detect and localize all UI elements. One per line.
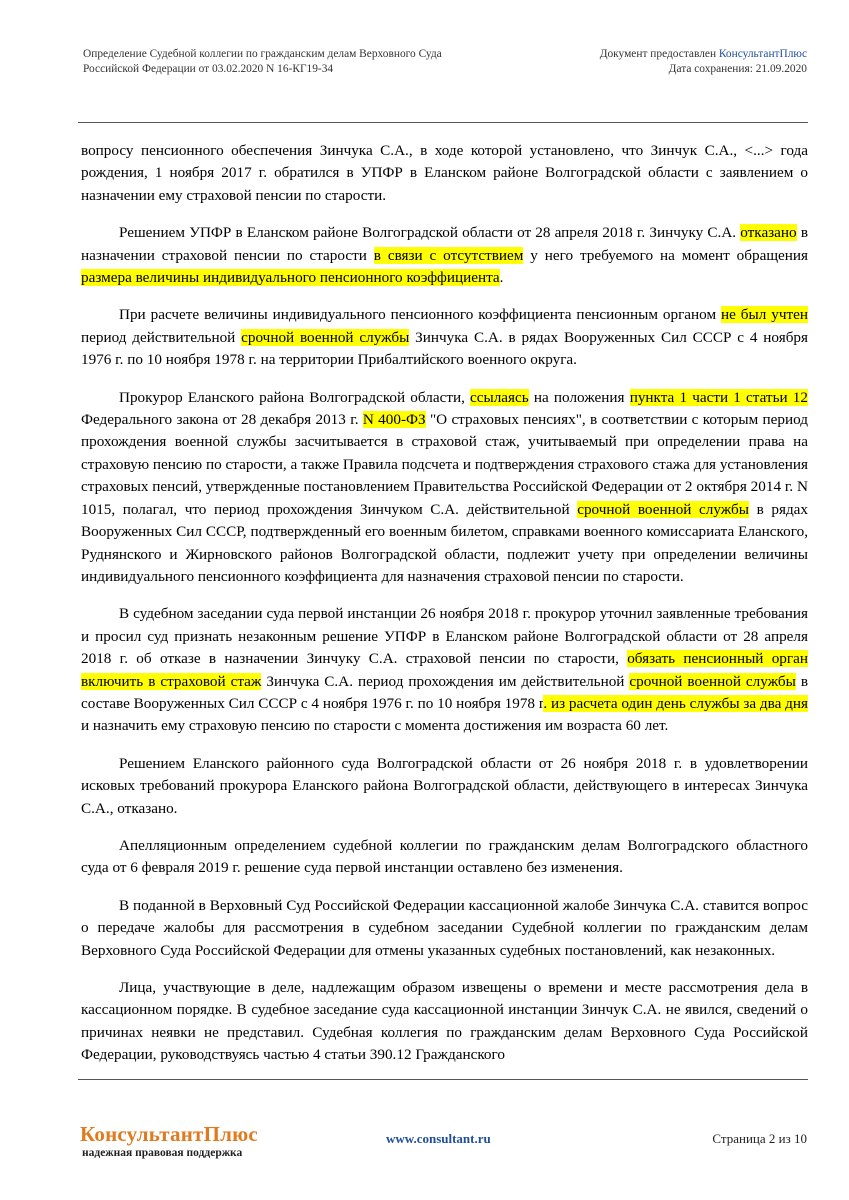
provider-brand-link[interactable]: КонсультантПлюс — [718, 48, 807, 60]
paragraph — [81, 753, 808, 820]
text-run: Лица, участвующие в деле, надлежащим образом извещены о времени и месте рассмотрения дела в кассационном порядке. В судебное заседание суда кассационной инстанции Зинчук С.А. не явился, сведений о причинах неявки не представил. Судебная коллегия по гражданским делам Верховного Суда Российской Федерации, руководствуясь частью 4 статьи 390.12 Гражданского — [81, 979, 808, 1064]
consultant-logo: КонсультантПлюс — [80, 1122, 258, 1146]
text-run: Прокурор Еланского района Волгоградской области, — [119, 388, 471, 406]
document-title-line2: Российской Федерации от 03.02.2020 N 16-КГ19-34 — [83, 63, 334, 75]
header-divider — [78, 122, 808, 123]
text-run: вопросу пенсионного обеспечения Зинчука С.А., в ходе которой установлено, что Зинчук С.А., <...> года рождения, 1 ноября 2017 г. обратился в УПФР в Еланском районе Волгоградской области с заявлением о назначении ему страховой пенсии по старости. — [81, 142, 808, 204]
highlighted-text: ссылаясь — [470, 388, 529, 406]
highlighted-text: обязать пенсионный орган включить в страховой стаж — [81, 650, 808, 690]
highlighted-text: не был учтен — [721, 306, 808, 324]
paragraph — [81, 387, 808, 589]
text-run: период действительной — [81, 328, 242, 346]
text-run: Зинчука С.А. период прохождения им действительной — [261, 672, 630, 690]
paragraph — [81, 304, 808, 371]
paragraph — [81, 222, 808, 289]
highlighted-text: срочной военной службы — [241, 328, 410, 346]
text-run: Федерального закона от 28 декабря 2013 г. — [81, 411, 363, 429]
provider-prefix: Документ предоставлен — [599, 48, 719, 60]
text-run: В поданной в Верховный Суд Российской Федерации кассационной жалобе Зинчука С.А. ставится вопрос о передаче жалобы для рассмотрения в судебном заседании Судебной коллегии по гражданским делам Верховного Суда Российской Федерации для отмены указанных судебных постановлений, как незаконных. — [81, 896, 808, 959]
text-run: "О страховых пенсиях", в соответствии с которым период прохождения военной службы засчитывается в страховой стаж, учитываемый при определении права на страховую пенсию по старости, а также Правила подсчета и подтверждения страхового стажа для установления страховых пенсий, утвержденные постановлением Правительства Российской Федерации от 2 октября 2014 г. N 1015, полагал, что период прохождения Зинчуком С.А. действительной — [81, 411, 808, 518]
highlighted-text: срочной военной службы — [577, 500, 749, 518]
text-run: и назначить ему страховую пенсию по старости с момента достижения им возраста 60 лет. — [81, 717, 669, 735]
paragraph — [81, 603, 808, 737]
provider-info — [487, 47, 807, 77]
paragraph — [81, 977, 808, 1067]
document-title-line1: Определение Судебной коллегии по гражданским делам Верховного Суда — [83, 48, 442, 60]
website-link[interactable]: www.consultant.ru — [386, 1131, 491, 1146]
highlighted-text: . из расчета один день службы за два дня — [543, 694, 808, 712]
text-run: в составе Вооруженных Сил СССР с 4 ноября 1976 г. по 10 ноября 1978 г — [81, 672, 808, 712]
text-run: в рядах Вооруженных Сил СССР, подтвержденный его военным билетом, справками военного комиссариата Еланского, Руднянского и Жирновского районов Волгоградской области, подлежит учету при определении величины индивидуального пенсионного коэффициента для назначения страховой пенсии по старости. — [81, 500, 809, 585]
text-run: Решением УПФР в Еланском районе Волгоградской области от 28 апреля 2018 г. Зинчуку С.А. — [119, 224, 741, 242]
highlighted-text: N 400-ФЗ — [362, 411, 426, 429]
text-run: в назначении страховой пенсии по старости — [81, 224, 808, 264]
paragraph — [81, 895, 808, 962]
text-run: у него требуемого на момент обращения — [523, 246, 808, 264]
text-run: Решением Еланского районного суда Волгоградской области от 26 ноября 2018 г. в удовлетворении исковых требований прокурора Еланского района Волгоградской области, действующего в интересах Зинчука С.А., отказано. — [81, 754, 808, 817]
text-run: Зинчука С.А. в рядах Вооруженных Сил СССР с 4 ноября 1976 г. по 10 ноября 1978 г. на территории Прибалтийского военного округа. — [81, 328, 808, 369]
highlighted-text: пункта 1 части 1 статьи 12 — [629, 388, 808, 406]
text-run: При расчете величины индивидуального пенсионного коэффициента пенсионным органом — [119, 306, 722, 324]
paragraph — [81, 140, 808, 207]
highlighted-text: отказано — [740, 224, 797, 242]
text-run: Апелляционным определением судебной коллегии по гражданским делам Волгоградского областного суда от 6 февраля 2019 г. решение суда первой инстанции оставлено без изменения. — [81, 836, 808, 877]
logo-tagline: надежная правовая поддержка — [82, 1147, 243, 1159]
document-title — [83, 47, 503, 77]
highlighted-text: размера величины индивидуального пенсионного коэффициента — [81, 269, 500, 287]
highlighted-text: срочной военной службы — [629, 672, 796, 690]
save-date: Дата сохранения: 21.09.2020 — [668, 63, 807, 75]
highlighted-text: в связи с отсутствием — [373, 246, 524, 264]
text-run: . — [499, 269, 504, 287]
page-number: Страница 2 из 10 — [712, 1131, 807, 1146]
text-run: В судебном заседании суда первой инстанции 26 ноября 2018 г. прокурор уточнил заявленные требования и просил суд признать незаконным решение УПФР в Еланском районе Волгоградской области от 28 апреля 2018 г. об отказе в назначении Зинчуку С.А. страховой пенсии по старости, — [81, 605, 808, 668]
provider-line — [487, 47, 807, 62]
footer-divider — [78, 1079, 808, 1080]
text-run: на положения — [528, 388, 630, 406]
document-body — [81, 140, 808, 1082]
paragraph — [81, 835, 808, 880]
